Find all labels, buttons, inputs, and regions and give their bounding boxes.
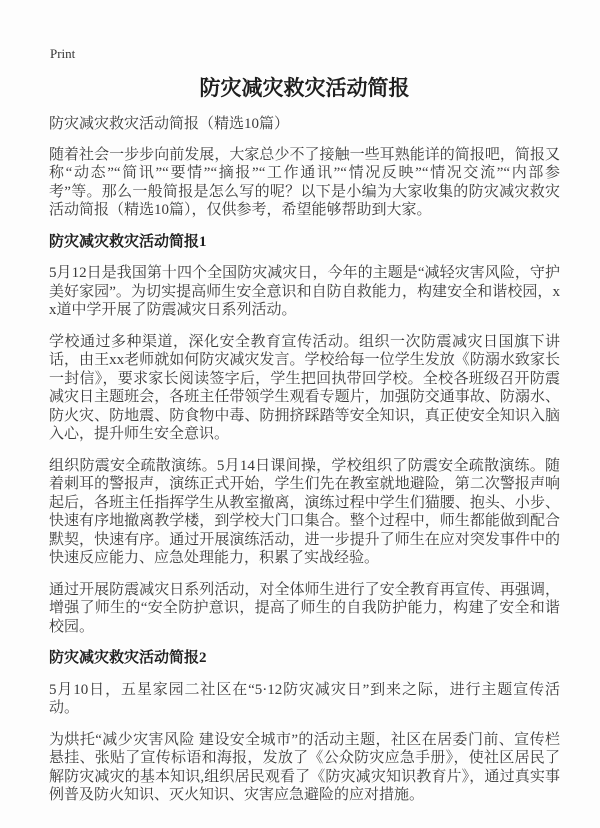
section-2-paragraph-2: 为烘托“减少灾害风险 建设安全城市”的活动主题，社区在居委门前、宣传栏悬挂、张贴了宣传标语和海报，发放了《公众防灾应急手册》，使社区居民了解防灾减灾的基本知识,组织居民观看了《防灾减灾知识教育片》，通过真实事例普及防火知识、灭火知识、灾害应急避险的应对措施。 <box>49 731 560 803</box>
section-1-heading: 防灾减灾救灾活动简报1 <box>49 233 207 250</box>
page-title: 防灾减灾救灾活动简报 <box>199 76 410 100</box>
section-2-heading: 防灾减灾救灾活动简报2 <box>49 650 207 666</box>
section-1-paragraph-3: 组织防震安全疏散演练。5月14日课间操，学校组织了防震安全疏散演练。随着刺耳的警报声，演练正式开始，学生们先在教室就地避险，第二次警报声响起后，各班主任指挥学生从教室撤离，演练过程中学生们猫腰、抱头、小步、快速有序地撤离教学楼，到学校大门口集合。整个过程中，师生都能做到配合默契，快速有序。通过开展演练活动，进一步提升了师生在应对突发事件中的快速反应能力、应急处理能力，积累了实战经验。 <box>49 457 560 566</box>
section-1-paragraph-1: 5月12日是我国第十四个全国防灾减灾日，今年的主题是“减轻灾害风险，守护美好家园”。为切实提高师生安全意识和自防自救能力，构建安全和谐校园，xx道中学开展了防震减灾日系列活动。 <box>49 265 560 318</box>
print-link[interactable]: Print <box>50 46 76 61</box>
article-subtitle: 防灾减灾救灾活动简报（精选10篇） <box>49 116 290 132</box>
section-1-paragraph-2: 学校通过多种渠道，深化安全教育宣传活动。组织一次防震减灾日国旗下讲话，由王xx老师就如何防灾减灾发言。学校给每一位学生发放《防溺水致家长一封信》，要求家长阅读签字后，学生把回执带回学校。全校各班级召开防震减灾日主题班会，各班主任带领学生观看专题片，加强防交通事故、防溺水、防火灾、防地震、防食物中毒、防拥挤踩踏等安全知识，真正使安全知识入脑入心，提升师生安全意识。 <box>49 333 560 442</box>
article <box>49 76 560 818</box>
intro-paragraph: 随着社会一步步向前发展，大家总少不了接触一些耳熟能详的简报吧，简报又称“动态”“简讯”“要情”“摘报”“工作通讯”“情况反映”“情况交流”“内部参考”等。那么一般简报是怎么写的呢？以下是小编为大家收集的防灾减灾救灾活动简报（精选10篇），仅供参考，希望能够帮助到大家。 <box>49 146 560 218</box>
section-2-paragraph-1: 5月10日，五星家园二社区在“5·12防灾减灾日”到来之际，进行主题宣传活动。 <box>49 681 560 716</box>
section-1-paragraph-4: 通过开展防震减灾日系列活动，对全体师生进行了安全教育再宣传、再强调，增强了师生的“安全防护意识，提高了师生的自我防护能力，构建了安全和谐校园。 <box>49 581 560 635</box>
